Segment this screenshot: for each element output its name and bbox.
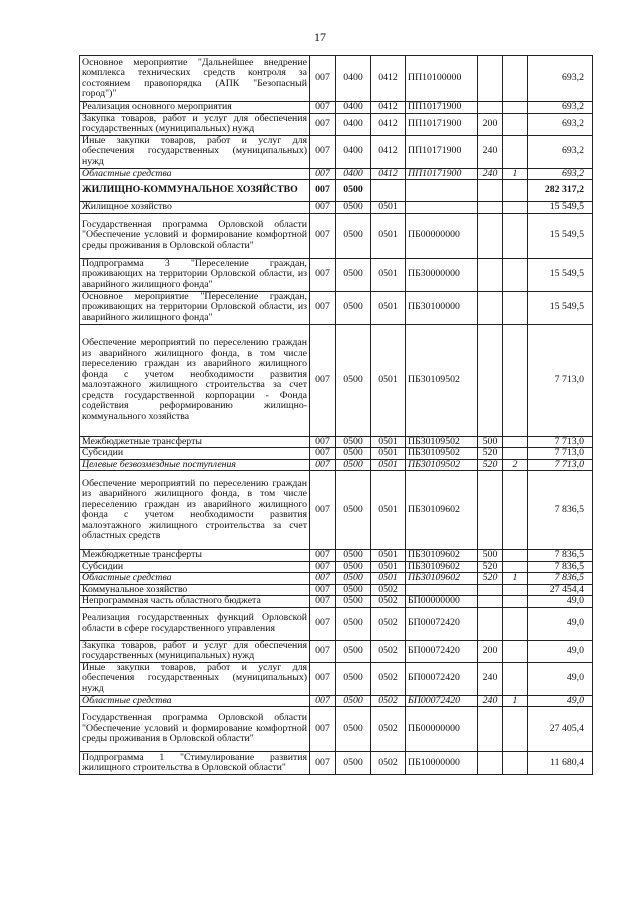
row-name: Подпрограмма 3 "Переселение граждан, проживающих на территории Орловской области, из аварийного жилищного фонда": [80, 258, 310, 291]
cell-ved: 007: [310, 707, 336, 752]
cell-sum: 49,0: [528, 695, 593, 707]
cell-sum: 49,0: [528, 640, 593, 662]
table-row: [80, 180, 593, 202]
cell-csr: [406, 202, 478, 214]
cell-ved: 007: [310, 436, 336, 448]
cell-rz: 0500: [336, 180, 371, 202]
cell-vr: [478, 102, 503, 114]
cell-ved: 007: [310, 102, 336, 114]
cell-ved: 007: [310, 471, 336, 550]
cell-ved: 007: [310, 113, 336, 135]
cell-rz: 0500: [336, 291, 371, 324]
cell-rz: 0500: [336, 448, 371, 460]
cell-src: [503, 213, 528, 258]
cell-csr: ПБ30109602: [406, 471, 478, 550]
cell-csr: ПБ10000000: [406, 752, 478, 775]
cell-csr: ПБ30109502: [406, 324, 478, 436]
cell-csr: [406, 584, 478, 596]
cell-ved: 007: [310, 596, 336, 608]
cell-vr: [478, 607, 503, 640]
row-name: Непрограммная часть областного бюджета: [80, 596, 310, 608]
row-name: Областные средства: [80, 695, 310, 707]
table-row: [80, 202, 593, 214]
cell-sum: 693,2: [528, 135, 593, 168]
table-row: [80, 459, 593, 471]
table-row: [80, 662, 593, 695]
cell-rz: 0400: [336, 56, 371, 102]
cell-vr: [478, 752, 503, 775]
row-name: Обеспечение мероприятий по переселению граждан из аварийного жилищного фонда, в том числе переселению граждан из аварийного жилищного фонда с учетом необходимости развития малоэтажного жилищного строительства за счет областных средств: [80, 471, 310, 550]
cell-src: [503, 113, 528, 135]
row-name: Подпрограмма 1 "Стимулирование развития жилищного строительства в Орловской области": [80, 752, 310, 775]
table-row: [80, 324, 593, 436]
cell-pr: 0502: [371, 695, 406, 707]
cell-ved: 007: [310, 135, 336, 168]
row-name: Областные средства: [80, 168, 310, 180]
cell-vr: [478, 707, 503, 752]
cell-vr: [478, 324, 503, 436]
cell-rz: 0400: [336, 168, 371, 180]
cell-pr: 0412: [371, 168, 406, 180]
row-name: Реализация государственных функций Орловской области в сфере государственного управления: [80, 607, 310, 640]
cell-vr: 240: [478, 662, 503, 695]
cell-vr: 240: [478, 168, 503, 180]
cell-ved: 007: [310, 752, 336, 775]
cell-csr: [406, 180, 478, 202]
cell-sum: 7 836,5: [528, 573, 593, 585]
cell-vr: [478, 213, 503, 258]
cell-vr: 240: [478, 695, 503, 707]
cell-pr: 0502: [371, 584, 406, 596]
cell-ved: 007: [310, 662, 336, 695]
cell-ved: 007: [310, 607, 336, 640]
cell-src: [503, 436, 528, 448]
cell-rz: 0500: [336, 707, 371, 752]
cell-sum: 7 836,5: [528, 561, 593, 573]
cell-src: [503, 102, 528, 114]
table-row: [80, 168, 593, 180]
cell-rz: 0500: [336, 596, 371, 608]
cell-sum: 15 549,5: [528, 258, 593, 291]
cell-src: [503, 291, 528, 324]
row-name: Субсидии: [80, 448, 310, 460]
cell-ved: 007: [310, 448, 336, 460]
cell-rz: 0500: [336, 584, 371, 596]
cell-csr: ПБ30109502: [406, 459, 478, 471]
table-row: [80, 550, 593, 562]
cell-vr: 520: [478, 561, 503, 573]
cell-src: [503, 202, 528, 214]
table-body: [80, 56, 593, 775]
cell-rz: 0500: [336, 640, 371, 662]
table-row: [80, 436, 593, 448]
row-name: Закупка товаров, работ и услуг для обеспечения государственных (муниципальных) нужд: [80, 640, 310, 662]
row-name: Иные закупки товаров, работ и услуг для обеспечения государственных (муниципальных) нужд: [80, 662, 310, 695]
cell-vr: [478, 291, 503, 324]
cell-ved: 007: [310, 291, 336, 324]
cell-ved: 007: [310, 459, 336, 471]
cell-ved: 007: [310, 550, 336, 562]
cell-src: [503, 707, 528, 752]
cell-vr: 520: [478, 448, 503, 460]
table-row: [80, 573, 593, 585]
row-name: Реализация основного мероприятия: [80, 102, 310, 114]
cell-vr: 200: [478, 113, 503, 135]
cell-src: [503, 448, 528, 460]
cell-rz: 0500: [336, 471, 371, 550]
cell-pr: 0501: [371, 459, 406, 471]
cell-src: 1: [503, 695, 528, 707]
cell-src: 1: [503, 573, 528, 585]
cell-rz: 0400: [336, 135, 371, 168]
cell-sum: 7 713,0: [528, 324, 593, 436]
cell-rz: 0500: [336, 258, 371, 291]
cell-pr: 0501: [371, 471, 406, 550]
cell-pr: 0501: [371, 436, 406, 448]
cell-rz: 0500: [336, 573, 371, 585]
cell-csr: ПБ00000000: [406, 213, 478, 258]
cell-rz: 0400: [336, 113, 371, 135]
cell-ved: 007: [310, 584, 336, 596]
cell-sum: 27 405,4: [528, 707, 593, 752]
cell-pr: 0502: [371, 607, 406, 640]
cell-csr: ПБ30109602: [406, 573, 478, 585]
cell-rz: 0500: [336, 662, 371, 695]
cell-sum: 15 549,5: [528, 291, 593, 324]
row-name: Областные средства: [80, 573, 310, 585]
cell-vr: [478, 56, 503, 102]
cell-csr: ПБ00000000: [406, 707, 478, 752]
row-name: Межбюджетные трансферты: [80, 436, 310, 448]
cell-sum: 49,0: [528, 662, 593, 695]
cell-sum: 7 713,0: [528, 459, 593, 471]
row-name: Целевые безвозмездные поступления: [80, 459, 310, 471]
cell-pr: 0502: [371, 596, 406, 608]
cell-vr: 520: [478, 573, 503, 585]
row-name: Жилищное хозяйство: [80, 202, 310, 214]
cell-vr: 240: [478, 135, 503, 168]
cell-csr: ПБ30109502: [406, 436, 478, 448]
cell-rz: 0500: [336, 695, 371, 707]
cell-src: 1: [503, 168, 528, 180]
cell-pr: 0502: [371, 640, 406, 662]
table-row: [80, 584, 593, 596]
table-row: [80, 596, 593, 608]
cell-src: [503, 596, 528, 608]
cell-rz: 0500: [336, 550, 371, 562]
cell-src: [503, 471, 528, 550]
cell-rz: 0500: [336, 607, 371, 640]
cell-vr: [478, 180, 503, 202]
cell-pr: 0501: [371, 448, 406, 460]
table-row: [80, 56, 593, 102]
cell-src: [503, 752, 528, 775]
cell-pr: [371, 180, 406, 202]
cell-ved: 007: [310, 695, 336, 707]
cell-ved: 007: [310, 56, 336, 102]
cell-csr: ПБ30000000: [406, 258, 478, 291]
row-name: Основное мероприятие "Переселение граждан, проживающих на территории Орловской области, из аварийного жилищного фонда": [80, 291, 310, 324]
cell-rz: 0500: [336, 436, 371, 448]
table-row: [80, 448, 593, 460]
table-row: [80, 135, 593, 168]
cell-sum: 7 713,0: [528, 436, 593, 448]
cell-sum: 15 549,5: [528, 213, 593, 258]
row-name: Закупка товаров, работ и услуг для обеспечения государственных (муниципальных) нужд: [80, 113, 310, 135]
cell-sum: 7 836,5: [528, 471, 593, 550]
cell-pr: 0501: [371, 291, 406, 324]
cell-csr: ПБ30109502: [406, 448, 478, 460]
cell-sum: 7 713,0: [528, 448, 593, 460]
cell-rz: 0500: [336, 561, 371, 573]
cell-pr: 0502: [371, 707, 406, 752]
cell-src: [503, 584, 528, 596]
cell-csr: БП00072420: [406, 695, 478, 707]
cell-sum: 27 454,4: [528, 584, 593, 596]
cell-ved: 007: [310, 561, 336, 573]
cell-rz: 0500: [336, 324, 371, 436]
page-number: 17: [314, 30, 326, 44]
cell-csr: ПП10100000: [406, 56, 478, 102]
cell-pr: 0412: [371, 56, 406, 102]
table-row: [80, 561, 593, 573]
cell-ved: 007: [310, 168, 336, 180]
row-name: Межбюджетные трансферты: [80, 550, 310, 562]
table-row: [80, 695, 593, 707]
cell-src: 2: [503, 459, 528, 471]
cell-src: [503, 135, 528, 168]
table-row: [80, 640, 593, 662]
cell-ved: 007: [310, 213, 336, 258]
cell-pr: 0412: [371, 113, 406, 135]
cell-src: [503, 56, 528, 102]
cell-vr: 520: [478, 459, 503, 471]
cell-ved: 007: [310, 573, 336, 585]
cell-vr: [478, 584, 503, 596]
cell-sum: 49,0: [528, 596, 593, 608]
table-row: [80, 213, 593, 258]
cell-rz: 0400: [336, 102, 371, 114]
cell-pr: 0501: [371, 324, 406, 436]
cell-rz: 0500: [336, 752, 371, 775]
cell-rz: 0500: [336, 459, 371, 471]
cell-sum: 693,2: [528, 113, 593, 135]
cell-sum: 7 836,5: [528, 550, 593, 562]
cell-pr: 0501: [371, 202, 406, 214]
cell-csr: ПП10171900: [406, 168, 478, 180]
cell-pr: 0502: [371, 662, 406, 695]
table-row: [80, 113, 593, 135]
cell-vr: [478, 258, 503, 291]
row-name: Коммунальное хозяйство: [80, 584, 310, 596]
cell-src: [503, 180, 528, 202]
cell-csr: БП00072420: [406, 640, 478, 662]
cell-src: [503, 607, 528, 640]
cell-csr: БП00072420: [406, 607, 478, 640]
cell-src: [503, 258, 528, 291]
row-name: Основное мероприятие "Дальнейшее внедрение комплекса технических средств контроля за состоянием правопорядка (АПК "Безопасный город")": [80, 56, 310, 102]
cell-vr: [478, 596, 503, 608]
cell-sum: 49,0: [528, 607, 593, 640]
cell-pr: 0412: [371, 135, 406, 168]
cell-ved: 007: [310, 324, 336, 436]
cell-csr: БП00000000: [406, 596, 478, 608]
cell-ved: 007: [310, 640, 336, 662]
cell-pr: 0502: [371, 752, 406, 775]
cell-csr: ПБ30109602: [406, 550, 478, 562]
cell-sum: 11 680,4: [528, 752, 593, 775]
cell-sum: 282 317,2: [528, 180, 593, 202]
cell-ved: 007: [310, 258, 336, 291]
table-row: [80, 258, 593, 291]
cell-pr: 0501: [371, 550, 406, 562]
cell-rz: 0500: [336, 213, 371, 258]
cell-src: [503, 561, 528, 573]
cell-vr: [478, 471, 503, 550]
row-name: Государственная программа Орловской области "Обеспечение условий и формирование комфортной среды проживания в Орловской области": [80, 707, 310, 752]
table-row: [80, 102, 593, 114]
cell-sum: 693,2: [528, 168, 593, 180]
cell-vr: [478, 202, 503, 214]
cell-src: [503, 640, 528, 662]
cell-src: [503, 662, 528, 695]
cell-pr: 0412: [371, 102, 406, 114]
row-name: Государственная программа Орловской области "Обеспечение условий и формирование комфортной среды проживания в Орловской области": [80, 213, 310, 258]
table-row: [80, 707, 593, 752]
cell-ved: 007: [310, 180, 336, 202]
table-row: [80, 607, 593, 640]
cell-csr: ПБ30109602: [406, 561, 478, 573]
cell-sum: 693,2: [528, 56, 593, 102]
cell-csr: ПБ30100000: [406, 291, 478, 324]
cell-csr: ПП10171900: [406, 102, 478, 114]
budget-table: [79, 55, 593, 775]
table-row: [80, 471, 593, 550]
row-name: Иные закупки товаров, работ и услуг для обеспечения государственных (муниципальных) нужд: [80, 135, 310, 168]
cell-pr: 0501: [371, 213, 406, 258]
row-name: Субсидии: [80, 561, 310, 573]
cell-pr: 0501: [371, 573, 406, 585]
table-row: [80, 291, 593, 324]
cell-pr: 0501: [371, 258, 406, 291]
cell-ved: 007: [310, 202, 336, 214]
cell-src: [503, 550, 528, 562]
row-name: ЖИЛИЩНО-КОММУНАЛЬНОЕ ХОЗЯЙСТВО: [80, 180, 310, 202]
cell-vr: 200: [478, 640, 503, 662]
cell-vr: 500: [478, 436, 503, 448]
row-name: Обеспечение мероприятий по переселению граждан из аварийного жилищного фонда, в том числе переселению граждан из аварийного жилищного фонда с учетом необходимости развития малоэтажного жилищного строительства за счет средств государственной корпорации - Фонда содействия реформированию жилищно-коммунального хозяйства: [80, 324, 310, 436]
table-row: [80, 752, 593, 775]
cell-csr: ПП10171900: [406, 113, 478, 135]
cell-sum: 15 549,5: [528, 202, 593, 214]
cell-csr: БП00072420: [406, 662, 478, 695]
cell-csr: ПП10171900: [406, 135, 478, 168]
cell-rz: 0500: [336, 202, 371, 214]
cell-src: [503, 324, 528, 436]
cell-pr: 0501: [371, 561, 406, 573]
cell-vr: 500: [478, 550, 503, 562]
cell-sum: 693,2: [528, 102, 593, 114]
